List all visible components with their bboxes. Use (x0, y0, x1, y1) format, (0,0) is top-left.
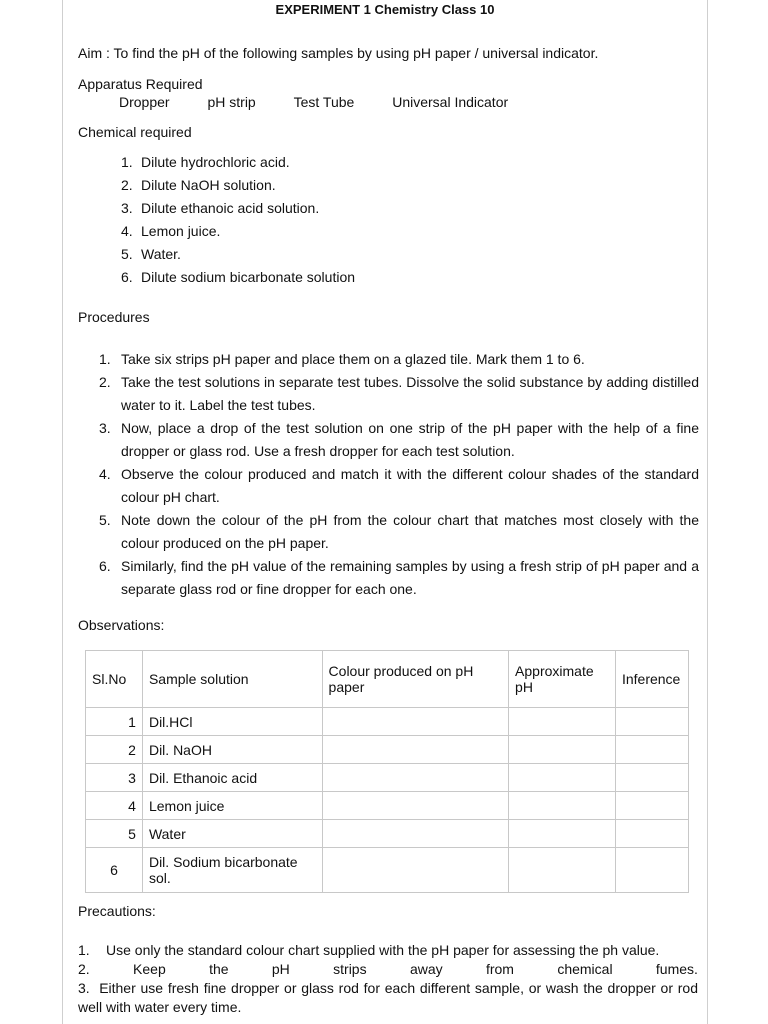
list-item: 2. Keep the pH strips away from chemical fumes. (78, 961, 698, 977)
column-header: Sl.No (86, 651, 143, 708)
list-item: 2. Take the test solutions in separate test tubes. Dissolve the solid substance by adding distilled water to it. Label the test tubes. (99, 374, 699, 413)
sl-no-cell: 5 (86, 820, 143, 848)
list-item: 2. Dilute NaOH solution. (121, 177, 276, 193)
colour-cell (322, 820, 509, 848)
document-title: EXPERIMENT 1 Chemistry Class 10 (275, 2, 495, 17)
ph-cell (509, 708, 616, 736)
sample-cell: Lemon juice (142, 792, 322, 820)
list-item: 1. Take six strips pH paper and place them on a glazed tile. Mark them 1 to 6. (99, 351, 585, 367)
list-item: 1. Dilute hydrochloric acid. (121, 154, 290, 170)
inference-cell (615, 736, 688, 764)
precautions-heading: Precautions: (78, 903, 156, 919)
column-header: Colour produced on pH paper (322, 651, 509, 708)
table-row (86, 764, 689, 792)
list-item: 6. Dilute sodium bicarbonate solution (121, 269, 356, 285)
ph-cell (509, 848, 616, 893)
colour-cell (322, 848, 509, 893)
inference-cell (615, 792, 688, 820)
sl-no-cell: 4 (86, 792, 143, 820)
list-item: 4. Lemon juice. (121, 223, 221, 239)
column-header: Sample solution (142, 651, 322, 708)
chemicals-list (121, 151, 355, 289)
apparatus-item: Test Tube (293, 94, 355, 110)
ph-cell (509, 736, 616, 764)
inference-cell (615, 848, 688, 893)
list-item: 6. Similarly, find the pH value of the remaining samples by using a fresh strip of pH paper and a separate glass rod or fine dropper for each one. (99, 558, 699, 597)
sample-cell: Dil. Sodium bicarbonate sol. (142, 848, 322, 893)
observation-table (85, 650, 689, 893)
inference-cell (615, 820, 688, 848)
ph-cell (509, 820, 616, 848)
list-item: 4. Observe the colour produced and match it with the different colour shades of the standard colour pH chart. (99, 466, 699, 505)
list-item: 5. Water. (121, 246, 181, 262)
sample-cell: Dil. NaOH (142, 736, 322, 764)
sl-no-cell: 2 (86, 736, 143, 764)
table-header-row (86, 651, 689, 708)
apparatus-heading: Apparatus Required (78, 76, 203, 92)
procedures-list (99, 348, 699, 601)
table-row (86, 708, 689, 736)
sl-no-cell: 6 (86, 848, 143, 893)
apparatus-item: Universal Indicator (392, 94, 509, 110)
colour-cell (322, 764, 509, 792)
colour-cell (322, 792, 509, 820)
colour-cell (322, 736, 509, 764)
sl-no-cell: 1 (86, 708, 143, 736)
column-header: Approximate pH (509, 651, 616, 708)
column-header: Inference (615, 651, 688, 708)
precautions-list (78, 941, 698, 1017)
inference-cell (615, 764, 688, 792)
observations-heading: Observations: (78, 617, 165, 633)
sl-no-cell: 3 (86, 764, 143, 792)
list-item: 3. Dilute ethanoic acid solution. (121, 200, 320, 216)
chemicals-heading: Chemical required (78, 124, 192, 140)
ph-cell (509, 792, 616, 820)
document-page (62, 0, 708, 1024)
apparatus-item: pH strip (207, 94, 256, 110)
colour-cell (322, 708, 509, 736)
sample-cell: Water (142, 820, 322, 848)
sample-cell: Dil. Ethanoic acid (142, 764, 322, 792)
list-item: 5. Note down the colour of the pH from the colour chart that matches most closely with the colour produced on the pH paper. (99, 512, 699, 551)
table-row (86, 848, 689, 893)
list-item: 1. Use only the standard colour chart supplied with the pH paper for assessing the ph value. (78, 942, 660, 958)
apparatus-list (119, 94, 542, 110)
table-row (86, 736, 689, 764)
aim-text: Aim : To find the pH of the following samples by using pH paper / universal indicator. (78, 45, 599, 61)
procedures-heading: Procedures (78, 309, 150, 325)
apparatus-item: Dropper (119, 94, 170, 110)
list-item: 3. Either use fresh fine dropper or glass rod for each different sample, or wash the dropper or rod well with water every time. (78, 980, 698, 1015)
table-row (86, 820, 689, 848)
list-item: 3. Now, place a drop of the test solution on one strip of the pH paper with the help of a fine dropper or glass rod. Use a fresh dropper for each test solution. (99, 420, 699, 459)
table-row (86, 792, 689, 820)
inference-cell (615, 708, 688, 736)
sample-cell: Dil.HCl (142, 708, 322, 736)
ph-cell (509, 764, 616, 792)
